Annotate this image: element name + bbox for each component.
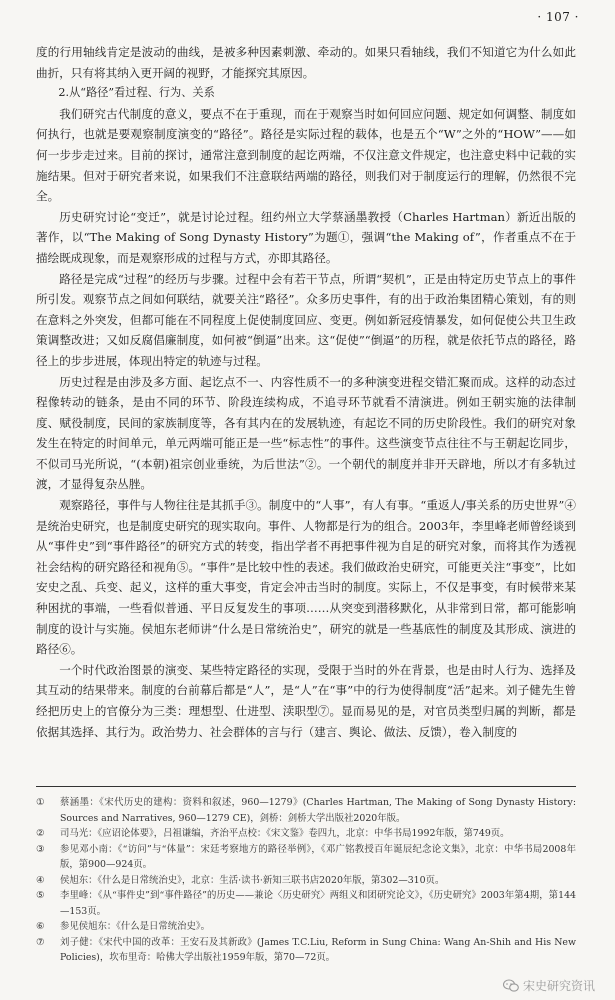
footnote-6: ⑥ 参见侯旭东：《什么是日常统治史》。 [36,921,210,932]
section-heading: 2.从“路径”看过程、行为、关系 [58,86,215,100]
footnotes [36,786,576,966]
watermark [503,977,595,994]
main-text [36,42,576,742]
paragraph-4: 路径是完成“过程”的经历与步骤。过程中会有若干节点，所谓“契机”，正是由特定历史节点上的事件所引发。观察节点之间如何联结，就要关注“路径”。众多历史事件，有的出于政治集团精心策划，有的则在意料之外突发，但都可能在不同程度上促使制度回应、变更。例如新冠疫情暴发，如何促使公共卫生政策调整改进；又如反腐倡廉制度，如何被“倒逼”出来。这“促使”“倒逼”的历程，就是依托节点的路径，路径上的步步进展，体现出特定的轨迹与过程。 [36,271,576,368]
footnote-5: ⑤ 李里峰：《从“事件史”到“事件路径”的历史——兼论〈历史研究〉两组义和团研究论文》，《历史研究》2003年第4期，第144—153页。 [36,890,576,917]
wechat-icon [503,979,519,993]
paragraph-3: 历史研究讨论“变迁”，就是讨论过程。纽约州立大学蔡涵墨教授（Charles Hartman）新近出版的著作，以“The Making of Song Dynasty History”为题①，强调“the Making of”，作者重点不在于描绘既成现象，而是观察形成的过程与方式，亦即其路径。 [36,209,576,265]
watermark-text: 宋史研究资讯 [522,979,595,993]
paragraph-7: 一个时代政治图景的演变、某些特定路径的实现，受限于当时的外在背景，也是由时人行为、选择及其互动的结果带来。制度的台前幕后都是“人”，是“人”在“事”中的行为使得制度“活”起来。刘子健先生曾经把历史上的官僚分为三类：理想型、仕进型、渎职型⑦。显而易见的是，对官员类型归属的判断，都是依据其选择、其行为。政治势力、社会群体的言与行（建言、舆论、做法、反馈），卷入制度的 [36,662,576,739]
paragraph-1: 度的行用轴线肯定是波动的曲线，是被多种因素刺激、牵动的。如果只看轴线，我们不知道它为什么如此曲折，只有将其纳入更开阔的视野，才能探究其原因。 [36,45,576,80]
footnote-3: ③ 参见邓小南：《“访问”与“体量”：宋廷考察地方的路径举例》，《邓广铭教授百年诞辰纪念论文集》，北京：中华书局2008年版，第900—924页。 [36,843,576,870]
footnote-2: ② 司马光：《应诏论体要》，吕祖谦编，齐治平点校：《宋文鉴》卷四九，北京：中华书局1992年版，第749页。 [36,828,510,839]
footnote-4: ④ 侯旭东：《什么是日常统治史》，北京：生活·读书·新知三联书店2020年版，第302—310页。 [36,874,445,886]
footnote-1: ① 蔡涵墨：《宋代历史的建构：资料和叙述，960—1279》(Charles Hartman, The Making of Song Dynasty History: Sources and Narratives, 960—1279 CE)，剑桥：剑桥大学出版社2020年版。 [36,797,576,824]
paragraph-5: 历史过程是由涉及多方面、起讫点不一、内容性质不一的多种演变进程交错汇聚而成。这样的动态过程像转动的链条，是由不同的环节、阶段连续构成，不追寻环节就看不清演进。例如王朝实施的法律制度、赋役制度，民间的家族制度等，各有其内在的发展轨迹，有起讫不同的历史阶段性。我们的研究对象发生在特定的时间单元，单元两端可能正是一些“标志性”的事件。这些演变节点往往不与王朝起讫同步，不似司马光所说，“(本朝)祖宗创业垂统，为后世法”②。一个朝代的制度并非开天辟地，所以才有多轨过渡，才显得复杂丛脞。 [36,374,576,492]
footnote-7: ⑦ 刘子健：《宋代中国的改革：王安石及其新政》(James T.C.Liu, Reform in Sung China: Wang An-Shih and His New Policies)，坎布里奇：哈佛大学出版社1959年版，第70—72页。 [36,936,576,963]
paragraph-6: 观察路径，事件与人物往往是其抓手③。制度中的“人事”，有人有事。“重返人/事关系的历史世界”④是统治史研究，也是制度史研究的现实取向。事件、人物都是行为的组合。2003年，李里峰老师曾经谈到从“事件史”到“事件路径”的研究方式的转变，指出学者不再把事件视为自足的研究对象，而将其作为透视社会结构的研究路径和视角⑤。“事件”是比较中性的表述。我们做政治史研究，可能更关注“事变”，比如安史之乱、兵变、起义，这样的重大事变，肯定会冲击当时的制度。实际上，不仅是事变，有时候带来某种困扰的事端，一些看似普通、平日反复发生的事项……从突变到潜移默化，从非常到日常，都可能影响制度的设计与实施。侯旭东老师讲“什么是日常统治史”，研究的就是一些基底性的制度及其形成、演进的路径⑥。 [36,498,576,657]
page-number: · 107 · [537,10,579,24]
paragraph-2: 我们研究古代制度的意义，要点不在于重现，而在于观察当时如何回应问题、规定如何调整、制度如何执行，也就是要观察制度演变的“路径”。路径是实际过程的载体，也是五个“W”之外的“HOW”——如何一步步走过来。目前的探讨，通常注意到制度的起讫两端，不仅注意文件规定，也注意史料中记载的实施结果。但对于研究者来说，如果我们不注意联结两端的路径，则我们对于制度运行的理解，仍然很不完全。 [36,106,576,204]
